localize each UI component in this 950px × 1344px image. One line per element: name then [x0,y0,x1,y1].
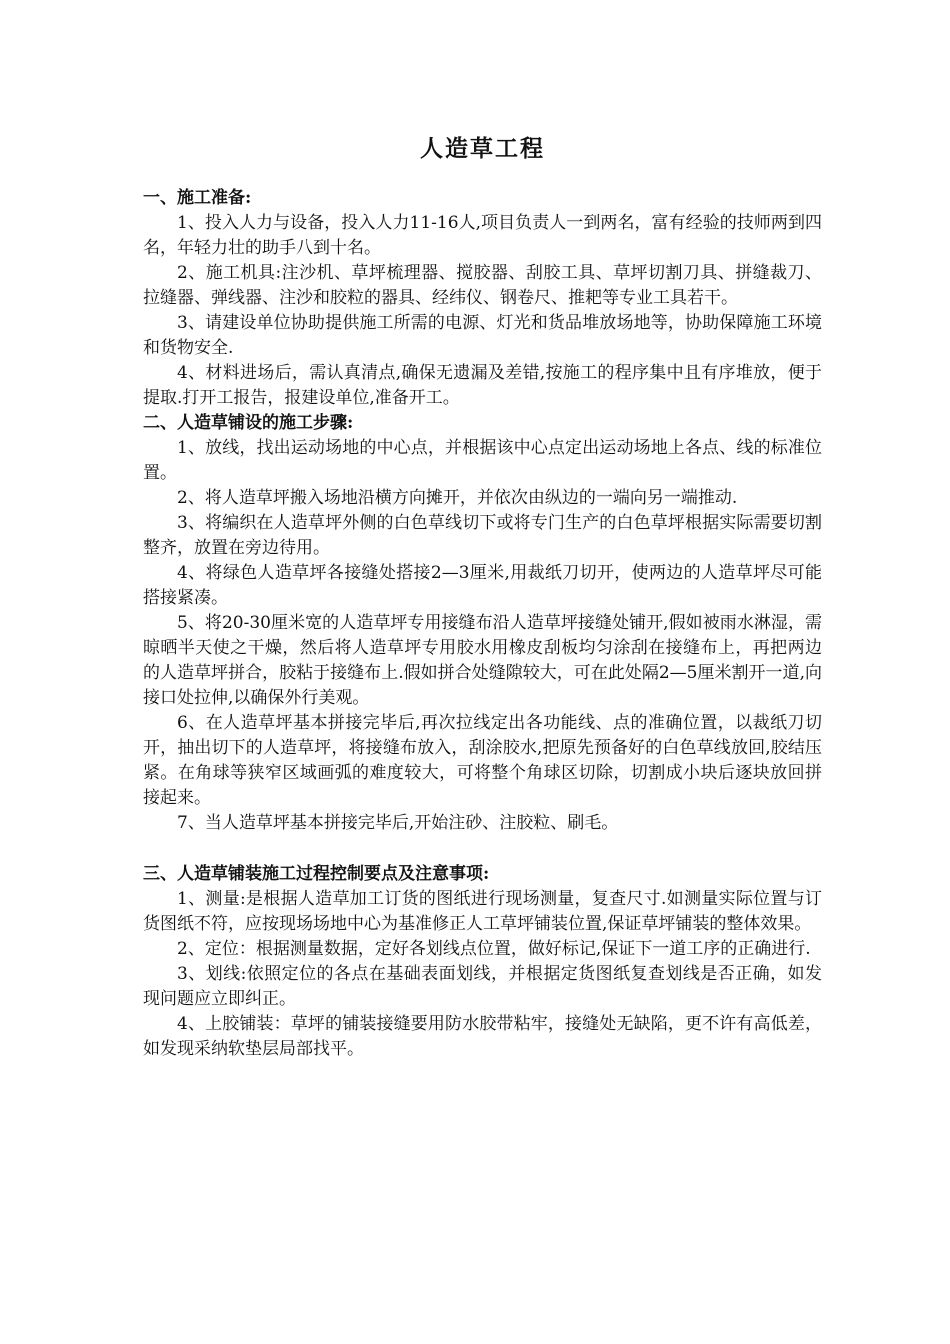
paragraph: 3、将编织在人造草坪外侧的白色草线切下或将专门生产的白色草坪根据实际需要切割整齐，放置在旁边待用。 [143,513,822,558]
paragraph: 1、投入人力与设备，投入人力11-16人,项目负责人一到两名，富有经验的技师两到四名，年轻力壮的助手八到十名。 [143,213,822,258]
paragraph: 4、将绿色人造草坪各接缝处搭接2—3厘米,用裁纸刀切开，使两边的人造草坪尽可能搭接紧凑。 [143,563,822,608]
section-preparation [143,186,822,411]
paragraph: 3、划线:依照定位的各点在基础表面划线，并根据定货图纸复查划线是否正确，如发现问题应立即纠正。 [143,964,822,1009]
section-heading: 三、人造草铺装施工过程控制要点及注意事项: [143,864,490,884]
paragraph: 2、施工机具:注沙机、草坪梳理器、搅胶器、刮胶工具、草坪切割刀具、拼缝裁刀、拉缝器、弹线器、注沙和胶粒的器具、经纬仪、钢卷尺、推耙等专业工具若干。 [143,263,822,308]
section-heading: 二、人造草铺设的施工步骤: [143,413,354,433]
paragraph: 4、上胶铺装：草坪的铺装接缝要用防水胶带粘牢，接缝处无缺陷，更不许有高低差，如发现采纳软垫层局部找平。 [143,1014,822,1059]
paragraph: 5、将20-30厘米宽的人造草坪专用接缝布沿人造草坪接缝处铺开,假如被雨水淋湿，需晾晒半天使之干燥，然后将人造草坪专用胶水用橡皮刮板均匀涂刮在接缝布上，再把两边的人造草坪拼合，胶粘于接缝布上.假如拼合处缝隙较大，可在此处隔2—5厘米割开一道,向接口处拉伸,以确保外行美观。 [143,613,822,708]
paragraph: 3、请建设单位协助提供施工所需的电源、灯光和货品堆放场地等，协助保障施工环境和货物安全. [143,313,822,358]
paragraph: 1、测量:是根据人造草加工订货的图纸进行现场测量，复查尺寸.如测量实际位置与订货图纸不符，应按现场场地中心为基准修正人工草坪铺装位置,保证草坪铺装的整体效果。 [143,889,822,934]
section-laying-steps [143,411,822,836]
section-control-points [143,862,822,1062]
paragraph: 2、将人造草坪搬入场地沿横方向摊开，并依次由纵边的一端向另一端推动. [177,488,738,508]
paragraph: 2、定位：根据测量数据，定好各划线点位置，做好标记,保证下一道工序的正确进行. [177,939,811,959]
paragraph: 7、当人造草坪基本拼接完毕后,开始注砂、注胶粒、刷毛。 [177,813,619,833]
paragraph: 6、在人造草坪基本拼接完毕后,再次拉线定出各功能线、点的准确位置，以裁纸刀切开，抽出切下的人造草坪，将接缝布放入，刮涂胶水,把原先预备好的白色草线放回,胶结压紧。在角球等狭窄区域画弧的难度较大，可将整个角球区切除，切割成小块后逐块放回拼接起来。 [143,713,822,808]
document-title: 人造草工程 [420,135,545,162]
section-heading: 一、施工准备: [143,188,252,208]
paragraph: 4、材料进场后，需认真清点,确保无遗漏及差错,按施工的程序集中且有序堆放，便于提取.打开工报告，报建设单位,准备开工。 [143,363,822,408]
paragraph: 1、放线，找出运动场地的中心点，并根据该中心点定出运动场地上各点、线的标准位置。 [143,438,822,483]
